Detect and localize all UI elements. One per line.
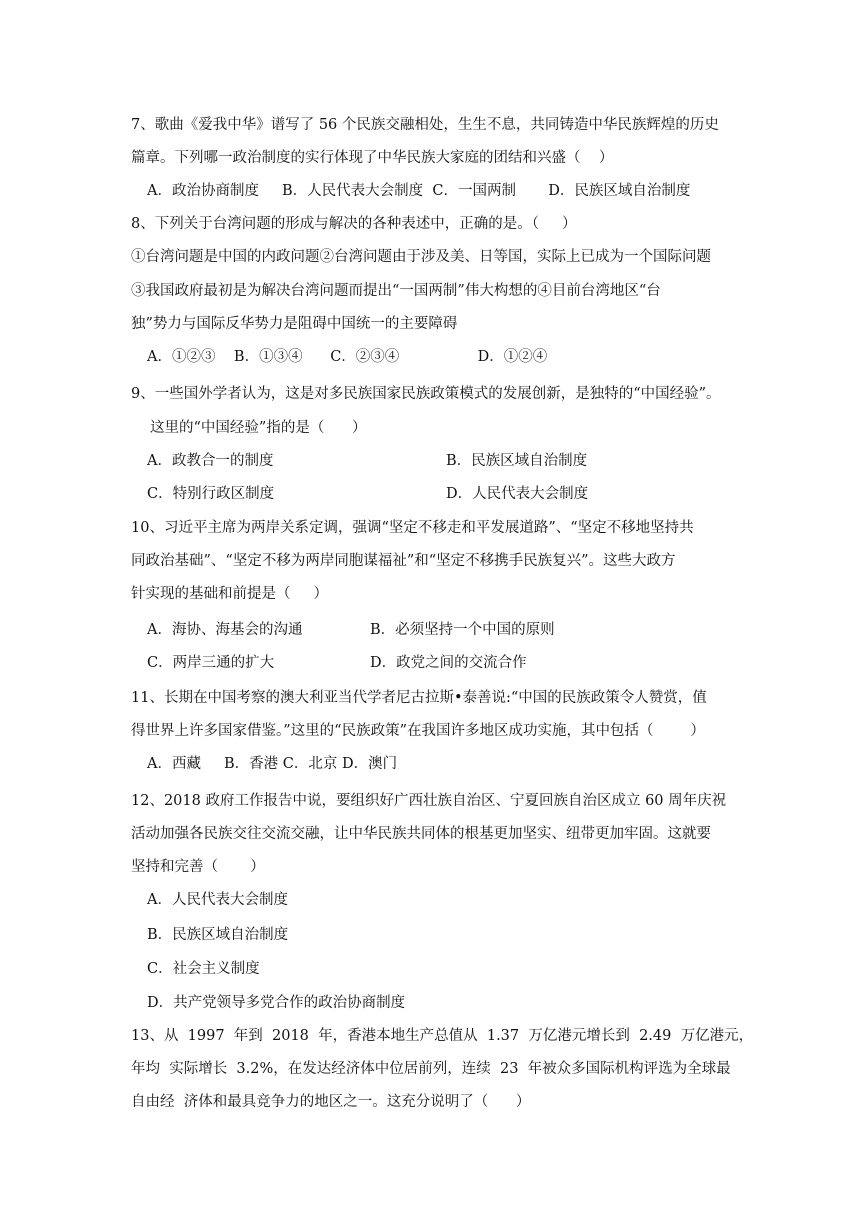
q9-stem-line2: 这里的“中国经验”指的是（ ） [150,420,367,436]
q11-stem-line2: 得世界上许多国家借鉴。”这里的“民族政策”在我国许多地区成功实施，其中包括（ ） [131,723,705,739]
q13-stem-line2: 年均 实际增长 3.2%，在发达经济体中位居前列，连续 23 年被众多国际机构评选为全球最 [131,1061,731,1077]
q8-stem-line3: ③我国政府最初是为解决台湾问题而提出“一国两制”伟大构想的④目前台湾地区“台 [131,283,661,299]
q12-stem-line1: 12、2018 政府工作报告中说，要组织好广西壮族自治区、宁夏回族自治区成立 60 周年庆祝 [131,793,727,809]
q9-option-a: A．政教合一的制度 [147,453,274,469]
q9-option-c: C．特别行政区制度 [147,486,275,502]
q12-option-c: C．社会主义制度 [147,961,260,977]
q12-stem-line2: 活动加强各民族交往交流交融，让中华民族共同体的根基更加坚实、纽带更加牢固。这就要 [131,826,711,842]
q10-stem-line3: 针实现的基础和前提是（ ） [131,586,329,602]
q10-option-a: A．海协、海基会的沟通 [147,622,303,638]
q7-stem-line1: 7、歌曲《爱我中华》谱写了 56 个民族交融相处，生生不息，共同铸造中华民族辉煌的历史 [131,117,719,133]
q12-stem-line3: 坚持和完善（ ） [131,859,265,875]
q8-stem-line2: ①台湾问题是中国的内政问题②台湾问题由于涉及美、日等国，实际上已成为一个国际问题 [131,249,711,265]
q10-option-d: D．政党之间的交流合作 [370,655,527,671]
q7-options: A．政治协商制度 B．人民代表大会制度 C．一国两制 D．民族区域自治制度 [147,183,691,199]
q12-option-a: A．人民代表大会制度 [147,892,288,908]
q12-option-d: D．共产党领导多党合作的政治协商制度 [147,995,406,1011]
q12-option-b: B．民族区域自治制度 [147,927,289,943]
q8-options: A．①②③ B．①③④ C．②③④ D．①②④ [147,349,548,365]
q11-options: A．西藏 B．香港 C．北京 D．澳门 [147,756,398,772]
q8-stem-line1: 8、下列关于台湾问题的形成与解决的各种表述中，正确的是。（ ） [131,216,577,232]
q10-option-c: C．两岸三通的扩大 [147,655,275,671]
q9-option-d: D．人民代表大会制度 [446,486,589,502]
q9-stem-line1: 9、一些国外学者认为，这是对多民族国家民族政策模式的发展创新，是独特的“中国经验”。 [131,386,721,402]
q13-stem-line1: 13、从 1997 年到 2018 年，香港本地生产总值从 1.37 万亿港元增长到 2.49 万亿港元， [131,1028,754,1044]
q7-stem-line2: 篇章。下列哪一政治制度的实行体现了中华民族大家庭的团结和兴盛（ ） [131,150,614,166]
q10-option-b: B．必须坚持一个中国的原则 [370,622,555,638]
q10-stem-line1: 10、习近平主席为两岸关系定调，强调“坚定不移走和平发展道路”、“坚定不移地坚持共 [131,520,694,536]
q10-stem-line2: 同政治基础”、“坚定不移为两岸同胞谋福祉”和“坚定不移携手民族复兴”。这些大政方 [131,553,676,569]
q9-option-b: B．民族区域自治制度 [446,453,588,469]
q13-stem-line3: 自由经 济体和最具竞争力的地区之一。这充分说明了（ ） [131,1094,531,1110]
q8-stem-line4: 独”势力与国际反华势力是阻碍中国统一的主要障碍 [131,316,458,332]
q11-stem-line1: 11、长期在中国考察的澳大利亚当代学者尼古拉斯•泰善说:“中国的民族政策令人赞赏，值 [131,690,707,706]
